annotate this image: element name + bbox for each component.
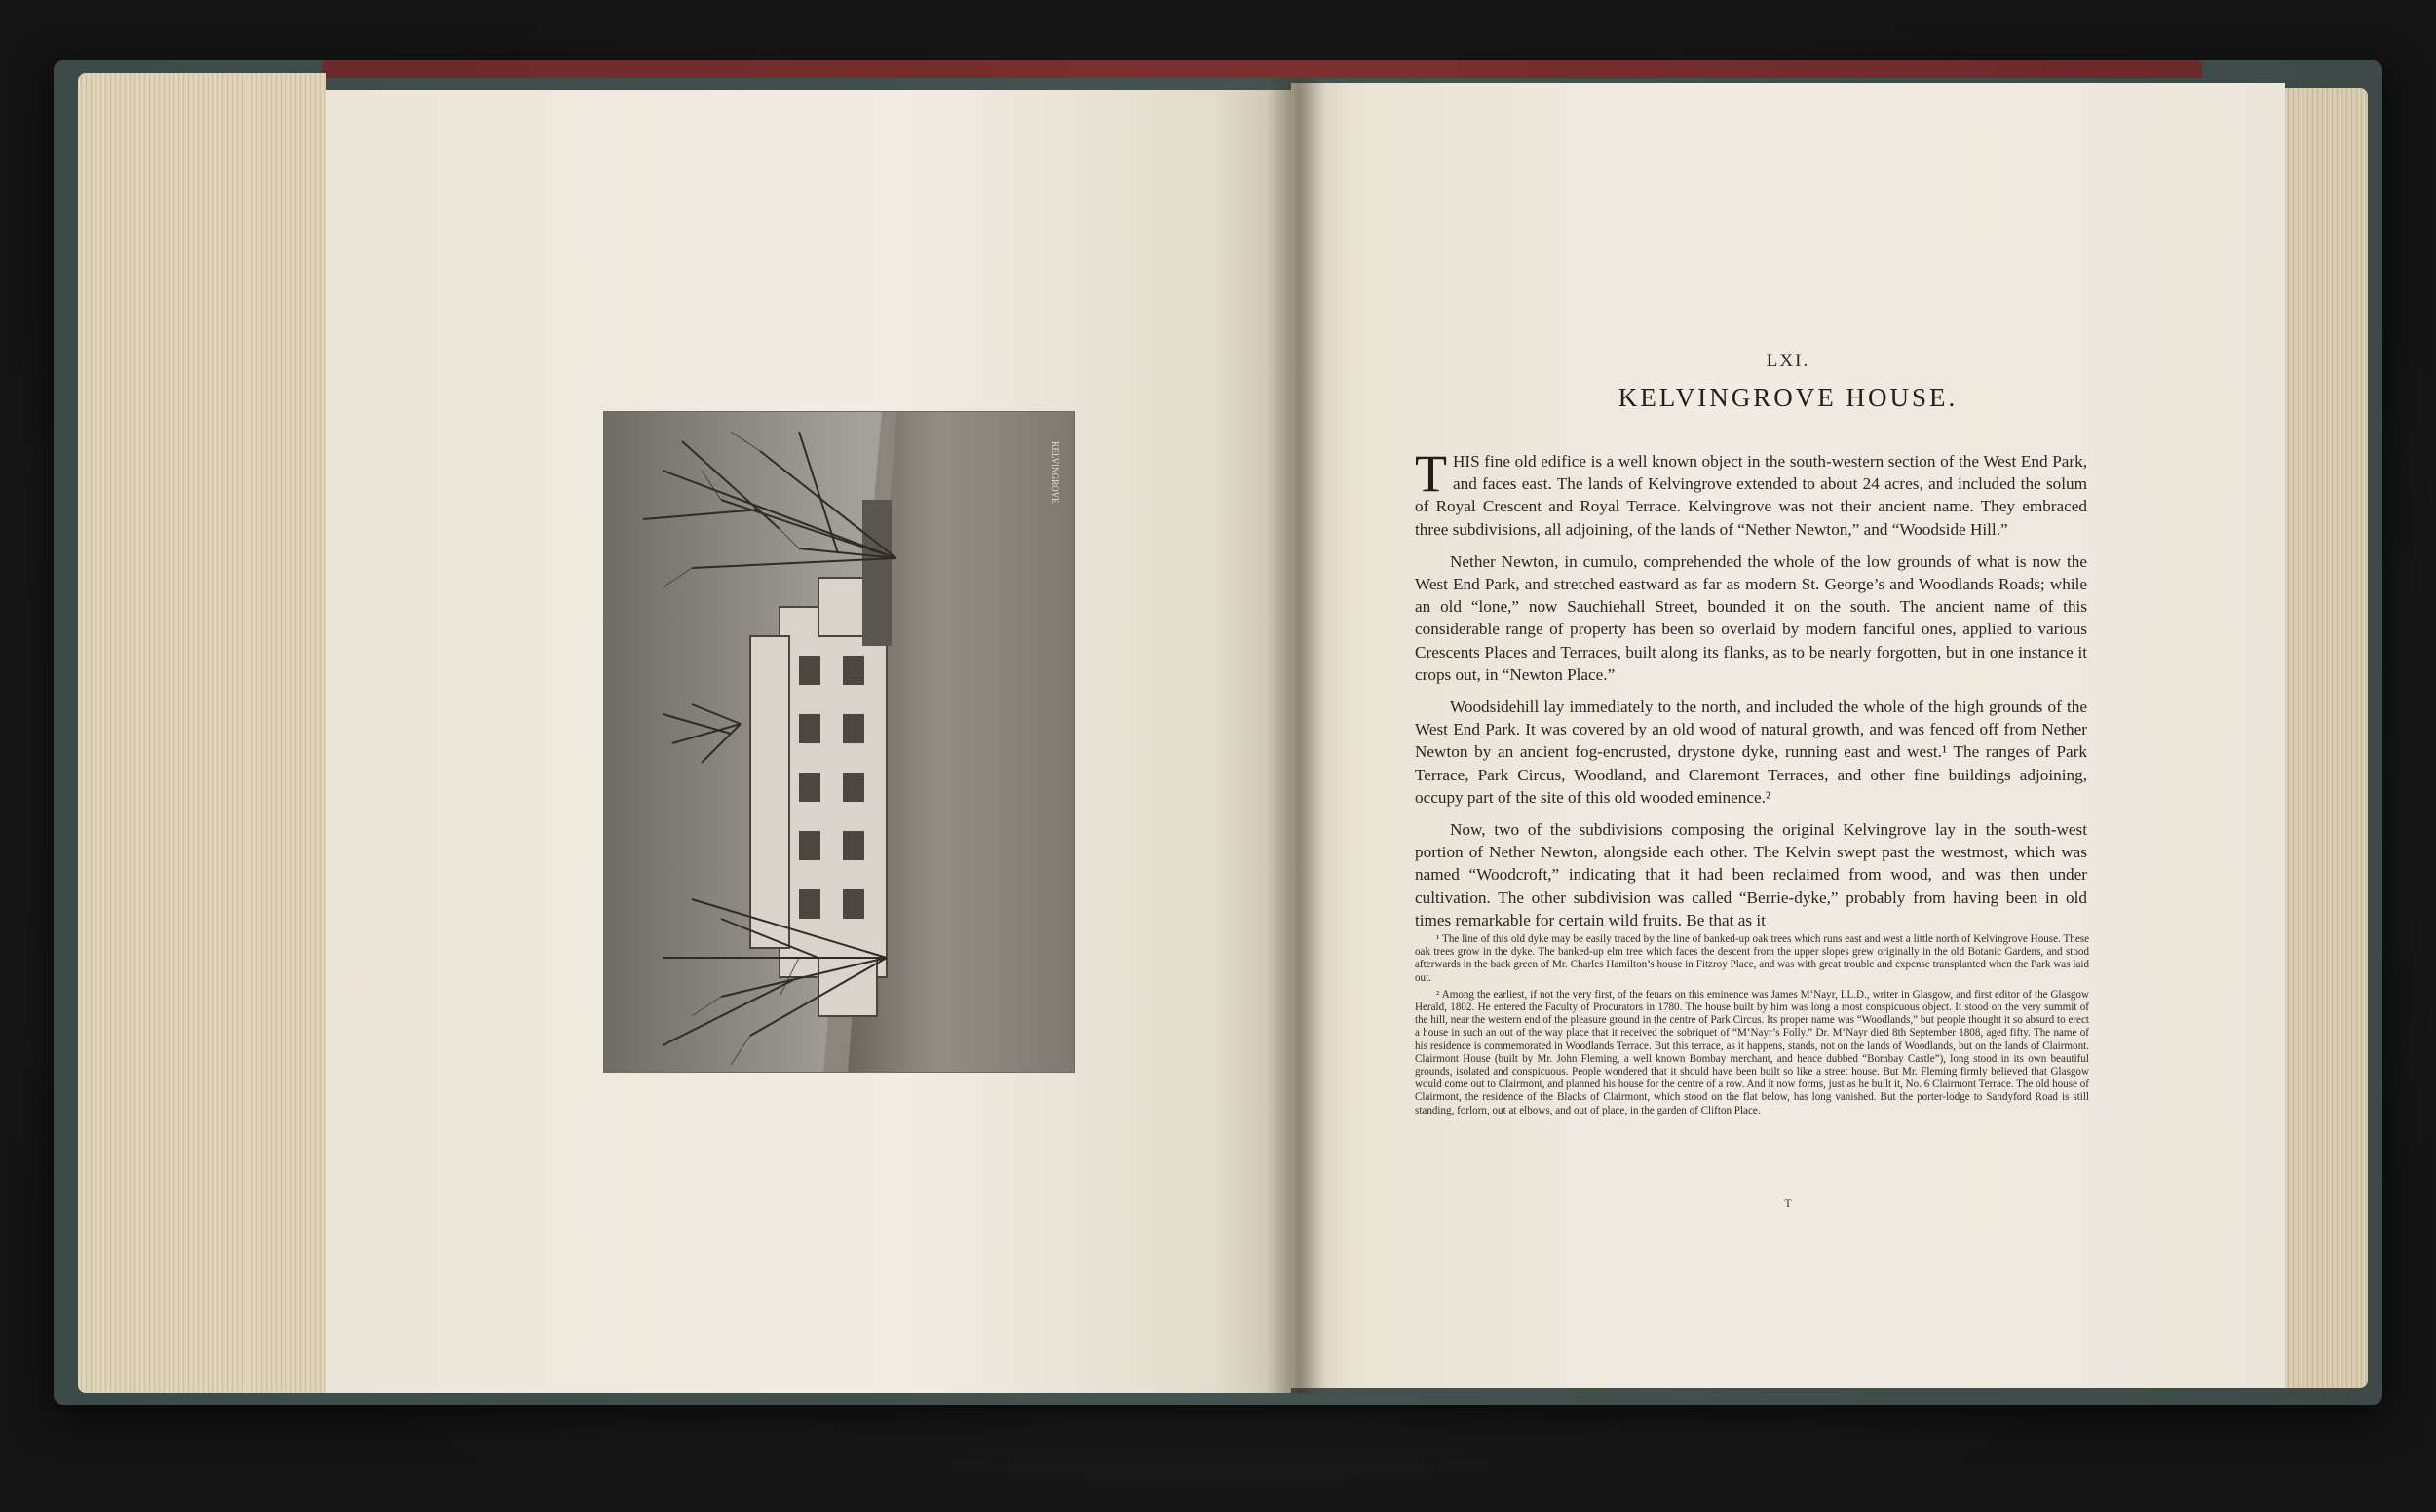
body-text xyxy=(1415,444,2087,941)
paragraph-1 xyxy=(1415,444,2087,541)
paragraph-3: Woodsidehill lay immediately to the north, and included the whole of the high grounds of the West End Park. It was covered by an old wood of natural growth, and was fenced off from Nether Newton by an ancient fog-encrusted, drystone dyke, running east and west.¹ The ranges of Park Terrace, Park Circus, Woodland, and Claremont Terraces, and other fine buildings adjoining, occupy part of the site of this old wooded eminence.² xyxy=(1415,698,2087,807)
footnote-2: ² Among the earliest, if not the very first, of the feuars on this eminence was James M‘Nayr, LL.D., writer in Glasgow, and first editor of the Glasgow Herald, 1802. He entered the Faculty of Procurators in 1780. The house built by him was long a most conspicuous object. It stood on the very summit of the hill, near the western end of the pleasure ground in the centre of Park Circus. Its proper name was “Woodlands,” but people thought it so absurd to erect a house in such an out of the way place that it received the sobriquet of “M‘Nayr’s Folly.” Dr. M‘Nayr died 8th September 1808, aged fifty. The name of his residence is commemorated in Woodlands Terrace. But this terrace, as it happens, stands, not on the lands of Woodlands, but on the lands of Clairmont. Clairmont House (built by Mr. John Fleming, a well known Bombay merchant, and hence dubbed “Bombay Castle”), long stood in its own beautiful grounds, isolated and conspicuous. People wondered that it should have been built so like a street house. But Mr. Fleming firmly believed that Glasgow would come out to Clairmont, and planned his house for the centre of a row. And it now forms, just as he built it, No. 6 Clairmont Terrace. The old house of Clairmont, the residence of the Blacks of Clairmont, which stood on the flat below, has long vanished. But the porter-lodge to Sandyford Road is still standing, forlorn, out at elbows, and out of place, in the garden of Clifton Place. xyxy=(1415,988,2089,1116)
paragraph-2: Nether Newton, in cumulo, comprehended the whole of the low grounds of what is now the West End Park, and stretched eastward as far as modern St. George’s and Woodlands Roads; while an old “lone,” now Sauchiehall Street, bounded it on the south. The ancient name of this considerable range of property has been so overlaid by modern fanciful ones, applied to various Crescents Places and Terraces, built along its flanks, as to be nearly forgotten, but in one instance it crops out, in “Newton Place.” xyxy=(1415,551,2087,684)
chapter-title: KELVINGROVE HOUSE. xyxy=(1618,383,1959,412)
book-headband xyxy=(322,60,2202,78)
footnotes xyxy=(1415,933,2089,1121)
page-edges-left xyxy=(78,73,326,1393)
page-edges-right xyxy=(2280,88,2368,1388)
photo-caption: KELVINGROVE xyxy=(1050,441,1060,504)
photo-kelvingrove-house xyxy=(604,412,1074,1072)
photograph-plate xyxy=(604,412,1074,1072)
paragraph-1-text: HIS fine old edifice is a well known object in the south-western section of the West End Park, and faces east. The lands of Kelvingrove extended to about 24 acres, and included the solum of Royal Crescent and Royal Terrace. Kelvingrove was not their ancient name. They embraced three subdivisions, all adjoining, of the lands of “Nether Newton,” and “Woodside Hill.” xyxy=(1415,452,2087,539)
footnote-1: ¹ The line of this old dyke may be easily traced by the line of banked-up oak trees which runs east and west a little north of Kelvingrove House. These oak trees grow in the dyke. The banked-up elm tree which faces the descent from the upper slopes grew originally in the old Botanic Gardens, and stood afterwards in the back green of Mr. Charles Hamilton’s house in Fitzroy Place, and was with great trouble and expense transplanted when the Park was laid out. xyxy=(1415,933,2089,984)
paragraph-4: Now, two of the subdivisions composing the original Kelvingrove lay in the south-west portion of Nether Newton, alongside each other. The Kelvin swept past the westmost, which was named “Woodcroft,” indicating that it had been reclaimed from wood, and was then under cultivation. The other subdivision was called “Berrie-dyke,” probably from having been in old times remarkable for certain wild fruits. Be that as it xyxy=(1415,820,2087,929)
drop-cap: T xyxy=(1415,444,1447,503)
chapter-number: LXI. xyxy=(1766,351,1810,371)
signature-mark: T xyxy=(1784,1196,1792,1210)
